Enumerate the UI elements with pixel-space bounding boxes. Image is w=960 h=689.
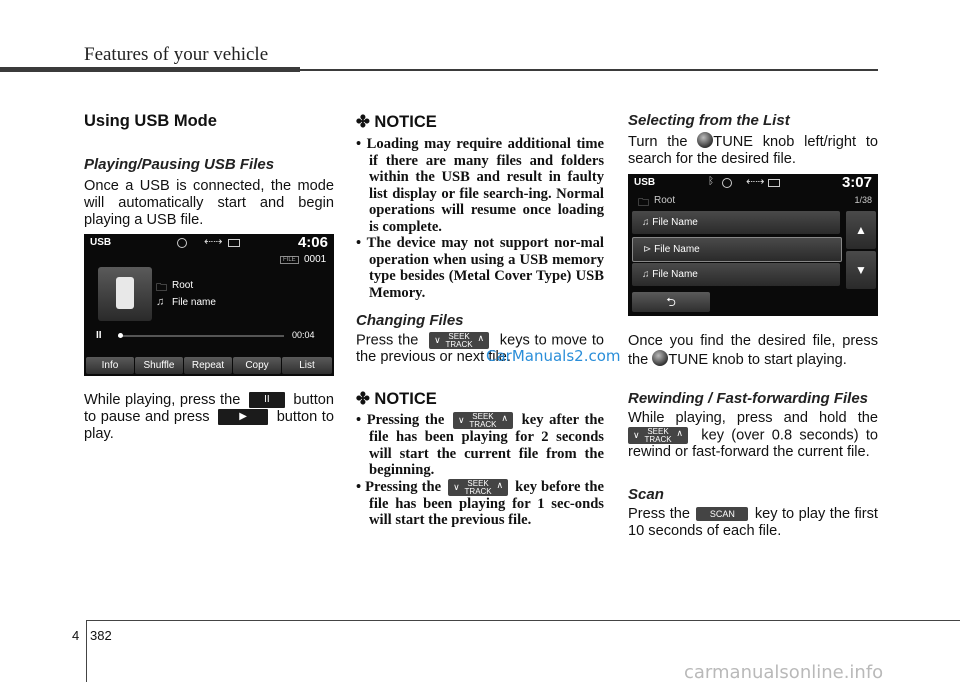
play-circle-icon: ⊳ (643, 244, 652, 255)
list-button[interactable]: List (282, 357, 332, 374)
folder-icon: 🗀 (156, 282, 167, 294)
usb-icon: ⇠⇢ (204, 236, 223, 248)
list-item[interactable]: ♫ File Name (632, 263, 840, 286)
tune-knob-icon (697, 132, 713, 148)
section-heading: Using USB Mode (84, 112, 217, 130)
paragraph-start: Once you find the desired file, press the TUNE knob to start playing. (628, 333, 878, 368)
elapsed-time: 00:04 (292, 330, 315, 340)
notice-1-body (356, 136, 604, 301)
footer-separator (86, 620, 87, 682)
seek-track-key: ∨ SEEK TRACK ∧ (453, 412, 513, 429)
clock: 3:07 (841, 174, 872, 191)
subheading-scan: Scan (628, 486, 664, 503)
usb-icon: ⇠⇢ (746, 176, 765, 188)
file-badge: FILE (280, 256, 299, 264)
paragraph-scan: Press the SCAN key to play the first 10 seconds of each file. (628, 506, 878, 539)
p2c: button to play. (84, 409, 334, 442)
header-rule-thin (300, 69, 878, 71)
p2b: button to pause and press (84, 392, 334, 425)
folder-icon: 🗀 (638, 197, 649, 209)
shuffle-button[interactable]: Shuffle (135, 357, 183, 374)
notice-heading-1: ✤ NOTICE (356, 113, 437, 131)
file-count: 1/38 (854, 195, 872, 205)
subheading-selecting: Selecting from the List (628, 112, 790, 129)
file-number: 0001 (304, 254, 327, 265)
seek-track-key: ∨ SEEK TRACK ∧ (448, 479, 508, 496)
paragraph-pause-play (84, 392, 334, 443)
usb-stick-icon (116, 277, 134, 309)
usb-screen-list (628, 174, 878, 316)
clock: 4:06 (297, 234, 328, 251)
watermark-carmanuals: CarManuals2.com (486, 347, 621, 365)
page-number: 382 (90, 628, 112, 643)
battery-icon (768, 179, 780, 187)
subheading-changing: Changing Files (356, 312, 464, 329)
tune-knob-icon (652, 350, 668, 366)
p2a: While playing, press the (84, 392, 241, 408)
list-item[interactable]: ♫ File Name (632, 211, 840, 234)
file-name: File name (172, 297, 216, 308)
screen-source: USB (634, 177, 656, 188)
pause-key: II (249, 392, 285, 408)
cf-b: keys to move to the previous or next file. (356, 332, 605, 366)
folder-name: Root (654, 195, 676, 206)
notice-1-bullet-2: • The device may not support nor-mal operation when using a USB memory type besides (Metal Cover Type) USB Memory. (356, 235, 604, 301)
paragraph-select: Turn the TUNE knob left/right to search for the desired file. (628, 134, 879, 167)
notice-2-body (356, 412, 604, 529)
scroll-down-button[interactable]: ▼ (846, 251, 876, 289)
subheading-rewind: Rewinding / Fast-forwarding Files (628, 390, 869, 407)
scan-key: SCAN (696, 507, 748, 521)
repeat-button[interactable]: Repeat (184, 357, 232, 374)
progress-knob[interactable] (118, 333, 123, 338)
page-header-title: Features of your vehicle (84, 44, 269, 65)
header-rule-thick (0, 67, 300, 72)
notice-2-bullet-2: • Pressing the ∨ SEEK TRACK ∧ key before the file has been playing for 1 sec-onds will start the previous file. (356, 478, 604, 529)
notice-heading-2: ✤ NOTICE (356, 390, 437, 408)
watermark-site: carmanualsonline.info (684, 662, 884, 683)
music-note-icon: ♫ (642, 217, 650, 228)
notice-2-bullet-1: • Pressing the ∨ SEEK TRACK ∧ key after the file has been playing for 2 seconds will start the current file from the beginning. (356, 412, 604, 479)
music-note-icon: ♫ (156, 296, 165, 308)
usb-screen-playback (84, 234, 334, 376)
subheading-playing: Playing/Pausing USB Files (84, 156, 275, 173)
bluetooth-icon: ᛒ (708, 176, 714, 187)
seek-track-key: ∨ SEEK TRACK ∧ (429, 332, 489, 349)
progress-bar[interactable] (118, 335, 284, 337)
paragraph-usb-connect: Once a USB is connected, the mode will automatically start and begin playing a USB file. (84, 178, 334, 228)
cf-a: Press the (356, 332, 419, 349)
screen-source: USB (90, 237, 112, 248)
battery-icon (228, 239, 240, 247)
seek-track-key: ∨ SEEK TRACK ∧ (628, 427, 688, 444)
pause-indicator-icon: II (96, 330, 102, 341)
info-button[interactable]: Info (86, 357, 134, 374)
footer-rule (86, 620, 960, 621)
chapter-number: 4 (72, 628, 80, 643)
notice-1-bullet-1: • Loading may require additional time if there are many files and folders within the USB and result in faulty list display or file search-ing. Normal operations will resume once loading is complete. (356, 136, 604, 235)
copy-button[interactable]: Copy (233, 357, 281, 374)
disc-icon (177, 238, 187, 248)
music-note-icon: ♫ (642, 269, 650, 280)
album-art (98, 267, 152, 321)
scroll-up-button[interactable]: ▲ (846, 211, 876, 249)
folder-name: Root (172, 280, 194, 291)
back-button[interactable]: ⮌ (632, 292, 710, 312)
list-item[interactable]: ⊳ File Name (632, 237, 842, 262)
play-key: ▶ (218, 409, 268, 425)
paragraph-rewind: While playing, press and hold the ∨ SEEK TRACK ∧ key (over 0.8 seconds) to rewind or fast-forward the current file. (628, 410, 878, 461)
disc-icon (722, 178, 732, 188)
